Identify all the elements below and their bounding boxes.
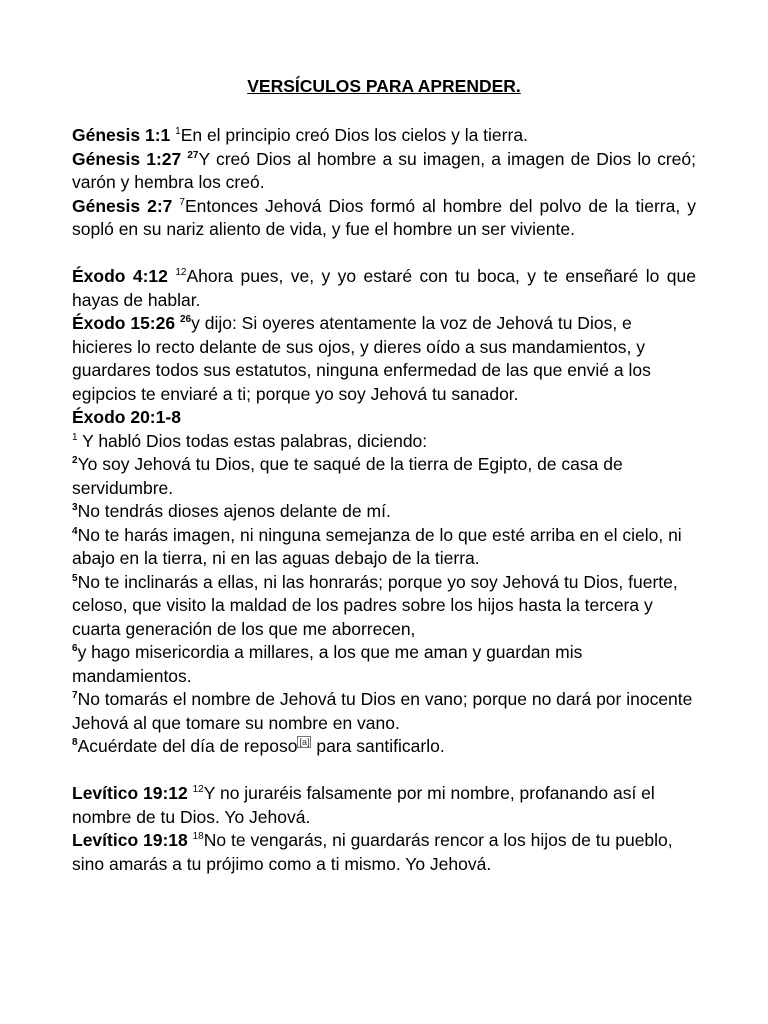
verse-number: 6 <box>72 643 78 654</box>
verse-text: Entonces Jehová Dios formó al hombre del polvo de la tierra, y sopló en su nariz aliento de vida, y fue el hombre un ser viviente. <box>72 195 696 239</box>
verse-number: 7 <box>179 196 185 208</box>
verse-text: No tomarás el nombre de Jehová tu Dios en vano; porque no dará por inocente Jehová al que tomare su nombre en vano. <box>72 689 693 733</box>
verse-reference: Éxodo 15:26 <box>72 313 176 333</box>
verse-exodo-20-6 <box>72 641 696 688</box>
verse-exodo-20-3 <box>72 500 696 524</box>
verse-exodo-20-2 <box>72 453 696 500</box>
verse-number: 12 <box>192 784 204 795</box>
verse-text: Y habló Dios todas estas palabras, diciendo: <box>77 430 428 451</box>
verse-number: 1 <box>72 431 78 443</box>
page-title: VERSÍCULOS PARA APRENDER. <box>247 76 521 96</box>
verse-genesis-2-7 <box>72 195 696 242</box>
verse-number: 2 <box>72 455 78 466</box>
verse-text: En el principio creó Dios los cielos y la tierra. <box>180 125 528 145</box>
verse-reference-exodo-20: Éxodo 20:1-8 <box>72 407 181 427</box>
verse-number: 26 <box>179 314 192 325</box>
verse-number: 7 <box>72 690 78 701</box>
verse-text: No te harás imagen, ni ninguna semejanza de lo que esté arriba en el cielo, ni abajo en la tierra, ni en las aguas debajo de la tierra. <box>72 524 682 568</box>
footnote-link[interactable]: [a] <box>299 737 310 747</box>
verse-reference: Levítico 19:12 <box>72 783 188 803</box>
verse-reference: Éxodo 4:12 <box>72 266 168 286</box>
verse-exodo-20-4 <box>72 524 696 571</box>
verse-levitico-19-12 <box>72 782 696 829</box>
verse-exodo-20-1 <box>72 430 696 454</box>
verse-number: 4 <box>72 525 78 537</box>
genesis-section <box>72 124 696 242</box>
verse-text: No te inclinarás a ellas, ni las honrarás; porque yo soy Jehová tu Dios, fuerte, celoso, que visito la maldad de los padres sobre los hijos hasta la tercera y cuarta generación de los que me aborrecen, <box>72 571 678 639</box>
verse-text: No tendrás dioses ajenos delante de mí. <box>77 501 391 521</box>
verse-number: 18 <box>192 831 204 842</box>
verse-number: 3 <box>72 502 78 513</box>
verse-reference: Génesis 2:7 <box>72 195 173 216</box>
verse-reference: Levítico 19:18 <box>72 830 188 850</box>
verse-exodo-20-5 <box>72 571 696 642</box>
verse-exodo-20-7 <box>72 688 696 735</box>
verse-text: Yo soy Jehová tu Dios, que te saqué de la tierra de Egipto, de casa de servidumbre. <box>72 454 623 498</box>
verse-text: No te vengarás, ni guardarás rencor a los hijos de tu pueblo, sino amarás a tu prójimo como a ti mismo. Yo Jehová. <box>72 830 673 874</box>
verse-reference: Génesis 1:27 <box>72 148 182 169</box>
verse-number: 5 <box>72 572 78 584</box>
verse-text: Y creó Dios al hombre a su imagen, a imagen de Dios lo creó; varón y hembra los creó. <box>72 148 696 192</box>
verse-text: Acuérdate del día de reposo <box>77 736 298 756</box>
verse-number: 12 <box>175 267 187 278</box>
verse-reference: Génesis 1:1 <box>72 125 171 145</box>
verse-number: 1 <box>175 126 181 137</box>
verse-text: Ahora pues, ve, y yo estaré con tu boca, y te enseñaré lo que hayas de hablar. <box>72 266 697 310</box>
verse-exodo-20-8 <box>72 735 696 759</box>
verse-genesis-1-1 <box>72 124 696 148</box>
verse-text-continued: para santificarlo. <box>311 736 445 756</box>
levitico-section <box>72 782 696 876</box>
verse-genesis-1-27 <box>72 148 696 195</box>
verse-number: 27 <box>187 149 199 161</box>
exodo-section <box>72 265 696 759</box>
verse-text: y dijo: Si oyeres atentamente la voz de Jehová tu Dios, e hicieres lo recto delante de sus ojos, y dieres oído a sus mandamientos, y guardares todos sus estatutos, ninguna enfermedad de las que envié a los egipcios te enviaré a ti; porque yo soy Jehová tu sanador. <box>72 313 651 404</box>
spacer <box>72 242 696 266</box>
verse-text: y hago misericordia a millares, a los que me aman y guardan mis mandamientos. <box>72 642 583 686</box>
spacer <box>72 759 696 783</box>
verse-levitico-19-18 <box>72 829 696 876</box>
verse-exodo-15-26 <box>72 312 696 406</box>
verse-number: 8 <box>72 737 78 748</box>
verse-exodo-4-12 <box>72 265 696 312</box>
verse-text: Y no juraréis falsamente por mi nombre, profanando así el nombre de tu Dios. Yo Jehová. <box>72 783 655 827</box>
